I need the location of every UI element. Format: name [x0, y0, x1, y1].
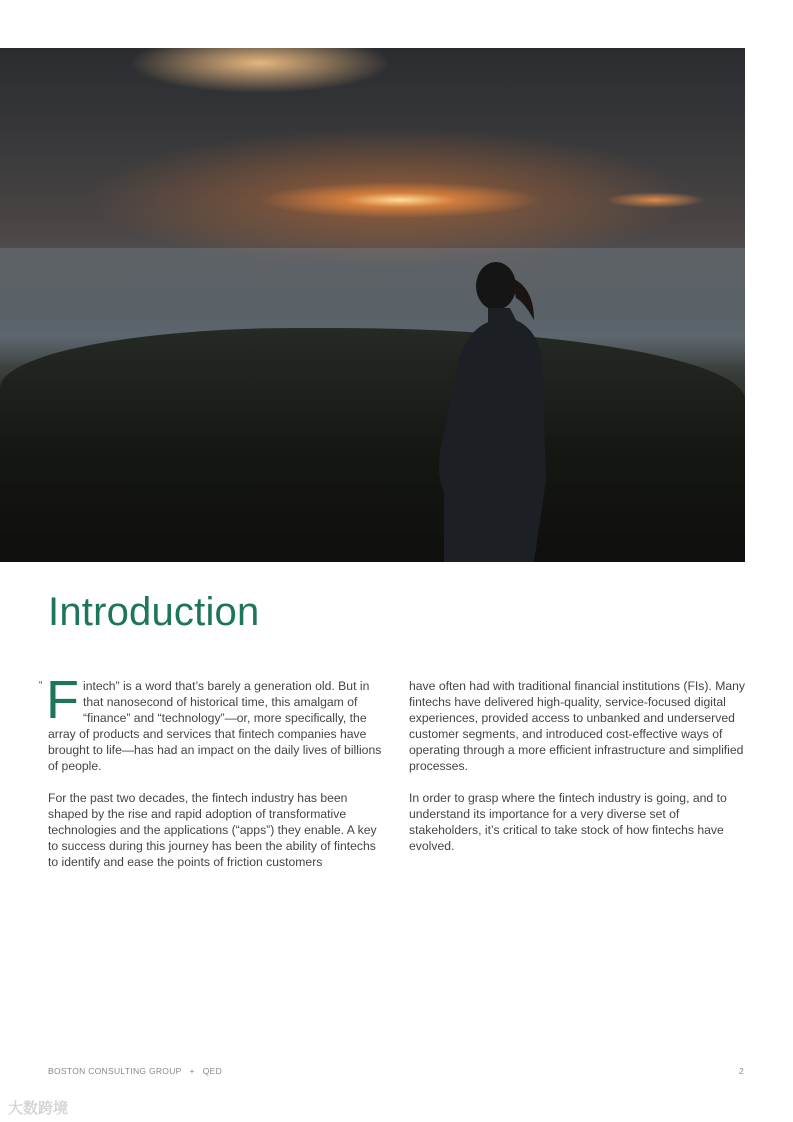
opening-quote: “	[39, 680, 43, 691]
hillside	[0, 328, 745, 562]
hero-photo	[0, 48, 745, 562]
body-column-right	[409, 678, 745, 870]
drop-cap: F	[46, 670, 79, 730]
paragraph: In order to grasp where the fintech industry is going, and to understand its importance for a very diverse set of stakeholders, it’s critical to take stock of how fintechs have evolved.	[409, 791, 727, 853]
watermark: 大数跨境	[8, 1100, 69, 1117]
person-silhouette	[428, 258, 546, 562]
footer-separator: +	[189, 1066, 195, 1076]
paragraph-text: intech” is a word that’s barely a generation old. But in that nanosecond of historical time, this amalgam of “finance” and “technology”—or, more specifically, the array of products and services that fintech companies have brought to life—has had an impact on the daily lives of billions of people.	[48, 679, 382, 773]
paragraph: have often had with traditional financial institutions (FIs). Many fintechs have delivered high-quality, service-focused digital experiences, provided access to unbanked and underserved customer segments, and introduced cost-effective ways of operating through a more efficient infrastructure and simplified processes.	[409, 679, 746, 773]
footer-partner: QED	[202, 1066, 223, 1076]
body-column-left	[39, 670, 384, 886]
footer	[48, 1066, 222, 1076]
footer-org: BOSTON CONSULTING GROUP	[48, 1066, 182, 1076]
paragraph	[46, 670, 384, 774]
page-number: 2	[739, 1066, 744, 1076]
paragraph: For the past two decades, the fintech industry has been shaped by the rise and rapid adoption of transformative technologies and the applications (“apps”) they enable. A key to success during this journey has been the ability of fintechs to identify and ease the points of friction customers	[48, 791, 377, 869]
page-title: Introduction	[48, 590, 260, 634]
